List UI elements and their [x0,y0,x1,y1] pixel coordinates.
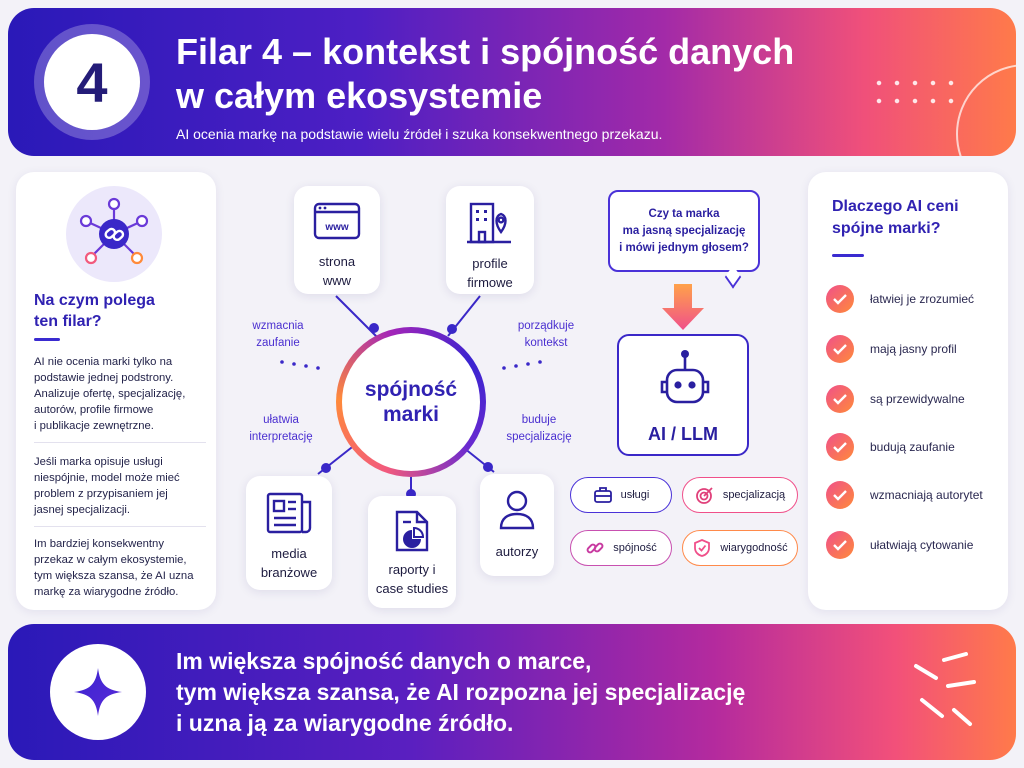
text-line: i publikacje zewnętrzne. [34,420,154,432]
hub-label [342,333,480,471]
pillar-number-badge [34,24,150,140]
sparkle-star-icon [72,666,124,718]
source-label: autorzy [495,544,539,559]
divider [34,442,206,443]
relation-line: zaufanie [256,337,300,349]
footer-line: tym większa szansa, że AI rozpozna jej specjalizację [176,679,746,705]
sparkle-star-badge [50,644,146,740]
source-label-line: media [271,546,307,561]
target-icon [695,485,715,505]
text-line: tym większa szansa, że AI uzna [34,570,194,582]
shield-check-icon [692,538,712,558]
question-line: i mówi jednym głosem? [619,241,749,254]
hub-label-line: marki [382,403,440,426]
left-info-card [16,172,216,610]
benefit-label: wzmacniają autorytet [870,488,983,502]
left-paragraph-1 [34,354,210,434]
title-underline [832,254,864,257]
relation-line: specjalizację [506,431,572,443]
benefit-item [826,530,1006,560]
benefit-label: budują zaufanie [870,440,955,454]
text-line: Analizuje ofertę, specjalizację, [34,388,186,400]
footer-line: Im większa spójność danych o marce, [176,648,592,674]
check-icon [826,335,854,363]
briefcase-icon [593,486,613,504]
footer-banner [8,624,1016,760]
source-label [261,544,317,582]
svg-text:www: www [325,222,349,233]
right-info-card [808,172,1008,610]
relation-line: wzmacnia [252,320,304,332]
title-line-2: w całym ekosystemie [176,75,543,116]
ai-question-bubble [608,190,760,272]
pill-label: wiarygodność [720,542,788,554]
benefit-item [826,284,1006,314]
source-label-line: branżowe [260,565,318,580]
dots-decoration-icon [870,74,962,116]
pill-uslugi [570,477,672,513]
source-card-raporty [368,496,456,608]
relation-label [504,318,588,352]
robot-icon [657,348,713,418]
pill-label: usługi [620,489,650,501]
right-title-line-1: Dlaczego AI ceni [832,198,959,215]
source-label-line: raporty i [388,562,436,577]
report-chart-icon [391,508,433,554]
pill-label: spójność [613,542,657,554]
check-icon [826,385,854,413]
source-label [319,252,355,290]
arc-decoration-icon [956,64,1016,156]
link-network-icon [66,186,162,282]
left-paragraph-3 [34,536,210,600]
pill-wiarygodnosc [682,530,798,566]
burst-lines-icon [908,652,988,732]
question-line: ma jasną specjalizację [622,224,746,237]
relation-label [236,412,326,446]
right-card-title [832,196,992,240]
benefit-label: mają jasny profil [870,342,957,356]
left-title-line-1: Na czym polega [34,292,155,309]
pill-label: specjalizacją [722,489,786,501]
benefit-item [826,384,1006,414]
benefit-item [826,480,1006,510]
text-line: niespójnie, model może mieć [34,472,180,484]
text-line: podstawie jednej podstrony. [34,372,174,384]
right-title-line-2: spójne marki? [832,220,941,237]
source-label-line: firmowe [467,275,513,290]
title-underline [34,338,60,341]
page-subtitle: AI ocenia markę na podstawie wielu źródeł i szuka konsekwentnego przekazu. [176,126,663,142]
left-card-title [34,290,204,332]
check-icon [826,285,854,313]
ai-llm-box [617,334,749,456]
question-line: Czy ta marka [648,207,720,220]
benefit-item [826,334,1006,364]
arrow-down-icon [662,284,704,332]
source-label [467,254,513,292]
benefit-label: ułatwiają cytowanie [870,538,974,552]
benefit-item [826,432,1006,462]
text-line: markę za wiarygodne źródło. [34,586,179,598]
source-label-line: case studies [375,581,449,596]
hub-label-line: spójność [364,378,458,401]
building-pin-icon [465,198,515,248]
hub-spojnosc-marki [336,327,486,477]
title-line-1: Filar 4 – kontekst i spójność danych [176,31,795,72]
text-line: AI nie ocenia marki tylko na [34,356,173,368]
pill-specjalizacja [682,477,798,513]
source-label-line: www [322,273,352,288]
text-line: Jeśli marka opisuje usługi [34,456,163,468]
relation-line: porządkuje [517,320,575,332]
person-icon [497,488,537,532]
text-line: jasnej specjalizacji. [34,504,131,516]
check-icon [826,481,854,509]
page-title [176,30,856,118]
header-banner [8,8,1016,156]
left-paragraph-2 [34,454,210,518]
newspaper-icon [264,490,314,536]
footer-line: i uzna ją za wiarygodne źródło. [176,710,514,736]
source-label-line: profile [472,256,508,271]
left-title-line-2: ten filar? [34,313,102,330]
relation-line: kontekst [524,337,568,349]
check-icon [826,433,854,461]
browser-www-icon [311,200,363,244]
ai-label: AI / LLM [648,424,718,444]
text-line: Im bardziej konsekwentny [34,538,164,550]
source-card-strona-www [294,186,380,294]
relation-line: ułatwia [263,414,299,426]
pillar-number: 4 [44,34,140,130]
check-icon [826,531,854,559]
relation-line: interpretację [249,431,313,443]
source-card-profile-firmowe [446,186,534,294]
relation-label [494,412,584,446]
source-label [376,560,448,598]
link-icon [585,538,605,558]
relation-label [238,318,318,352]
text-line: autorów, profile firmowe [34,404,154,416]
source-label-line: strona [318,254,356,269]
relation-line: buduje [521,414,557,426]
text-line: przekaz w całym ekosystemie, [34,554,187,566]
footer-message [176,646,896,739]
benefit-label: są przewidywalne [870,392,965,406]
text-line: problem z przypisaniem jej [34,488,168,500]
divider [34,526,206,527]
pill-spojnosc [570,530,672,566]
source-card-autorzy [480,474,554,576]
source-card-media-branzowe [246,476,332,590]
benefit-label: łatwiej je zrozumieć [870,292,975,306]
